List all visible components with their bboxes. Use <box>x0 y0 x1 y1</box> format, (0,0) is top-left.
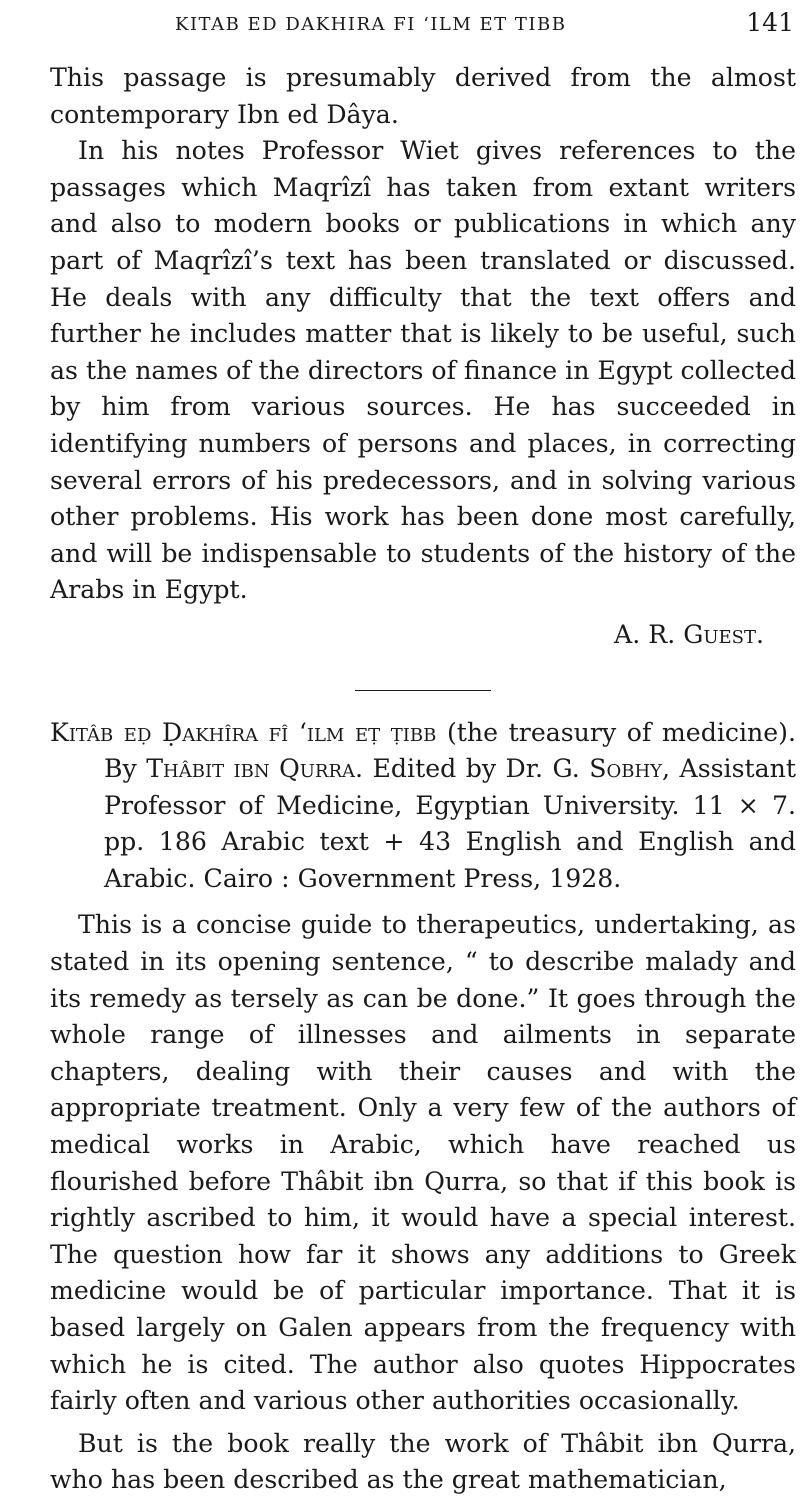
paragraph: In his notes Professor Wiet gives references to the passages which Maqrîzî has taken from extant writers and also to modern books or publications in which any part of Maqrîzî’s text has been translated or discussed. He deals with any difficulty that the text offers and further he includes matter that is likely to be useful, such as the names of the directors of finance in Egypt collected by him from various sources. He has succeeded in identifying numbers of persons and places, in correcting several errors of his predecessors, and in solving various other problems. His work has been done most carefully, and will be indispensable to students of the history of the Arabs in Egypt. <box>50 136 796 605</box>
paragraph: But is the book really the work of Thâbit ibn Qurra, who has been described as the great mathematician, <box>50 1428 796 1495</box>
book-details: Assistant Professor of Medicine, Egyptian University. 11 × 7. pp. 186 Arabic text + 43 English and English and Arabic. Cairo : Government Press, 1928. <box>104 754 797 893</box>
page-number: 141 <box>746 8 794 37</box>
page-body <box>50 60 796 1499</box>
page-header <box>0 8 800 44</box>
book-editor: Sobhy, <box>589 754 671 784</box>
paragraph: This is a concise guide to therapeutics, undertaking, as stated in its opening sentence, “ to describe malady and its remedy as tersely as can be done.” It goes through the whole range of illnesses and ailments in separate chapters, dealing with their causes and with the appropriate treatment. Only a very few of the authors of medical works in Arabic, which have reached us flourished before Thâbit ibn Qurra, so that if this book is rightly ascribed to him, it would have a special interest. The question how far it shows any additions to Greek medicine would be of particular importance. That it is based largely on Galen appears from the frequency with which he is cited. The author also quotes Hippocrates fairly often and various other authorities occasionally. <box>50 910 796 1416</box>
review-heading <box>50 715 796 898</box>
section-divider <box>355 690 491 691</box>
by-label: By <box>104 754 137 784</box>
reviewer-signature: A. R. Guest. <box>614 619 764 649</box>
paragraph: This passage is presumably derived from the almost contemporary Ibn ed Dâya. <box>50 63 796 129</box>
editor-prefix: Edited by Dr. G. <box>372 754 580 784</box>
title-gloss: (the treasury of medicine). <box>446 717 797 747</box>
running-head: KITAB ED DAKHIRA FI ‘ILM ET TIBB <box>175 14 567 35</box>
book-author: Thâbit ibn Qurra. <box>146 754 364 784</box>
book-title: Kitâb eḍ Ḍakhîra fî ‘ilm eṭ ṭibb <box>50 717 437 747</box>
